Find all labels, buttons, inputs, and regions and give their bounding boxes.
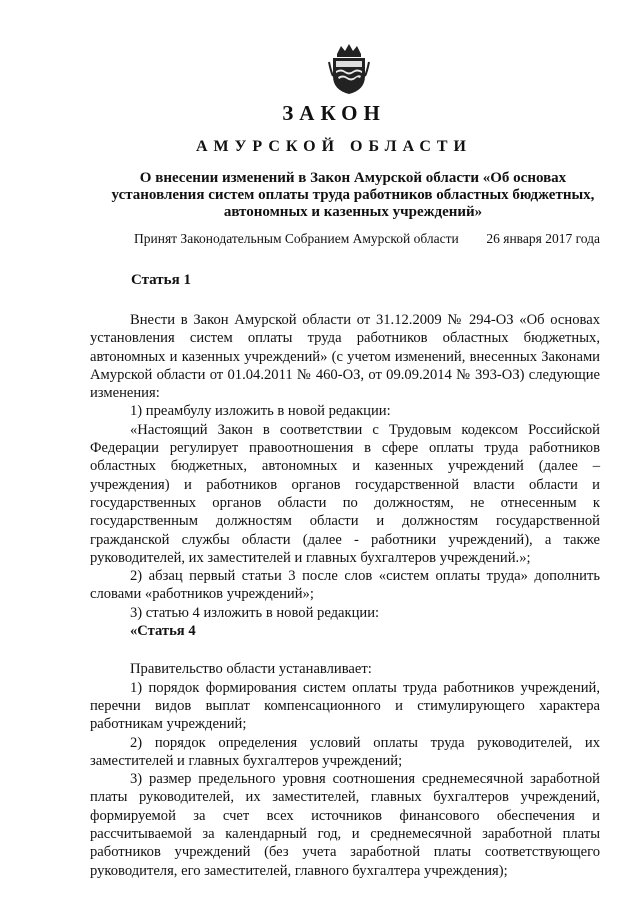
article-1-body	[90, 311, 600, 880]
law-title: О внесении изменений в Закон Амурской области «Об основах установления систем оплаты труда работников областных бюджетных, автономных и казенных учреждений»	[111, 170, 595, 220]
list-item: 2) порядок определения условий оплаты труда руководителей, их заместителей и главных бухгалтеров учреждений;	[90, 734, 600, 769]
list-item: 3) размер предельного уровня соотношения среднемесячной заработной платы руководителей, их заместителей, главных бухгалтеров учреждений, формируемой за счет всех источников финансового обеспечения и рассчитываемой за календарный год, и среднемесячной заработной платы работников учреждений (без учета заработной платы соответствующего руководителя, его заместителей, главного бухгалтера учреждения);	[90, 771, 600, 879]
paragraph: 1) преамбулу изложить в новой редакции:	[130, 403, 391, 420]
adopted-by: Принят Законодательным Собранием Амурской области	[134, 231, 459, 246]
list-item: 1) порядок формирования систем оплаты труда работников учреждений, перечни видов выплат компенсационного и стимулирующего характера работникам учреждений;	[90, 679, 600, 733]
paragraph: Правительство области устанавливает:	[130, 661, 372, 678]
adoption-date: 26 января 2017 года	[486, 231, 600, 246]
document-type-heading: ЗАКОН	[282, 101, 386, 125]
coat-of-arms-icon	[327, 42, 371, 96]
paragraph: «Настоящий Закон в соответствии с Трудовым кодексом Российской Федерации регулирует правоотношения в сфере оплаты труда работников областных бюджетных, автономных и казенных учреждений (далее – учреждения) и работников органов государственной власти области и государственных органов области по должностям, не отнесенным к государственным должностям области и должностям государственной гражданской службы области (далее - работники учреждений), а также руководителей, их заместителей и главных бухгалтеров учреждений.»;	[90, 421, 600, 566]
paragraph: 2) абзац первый статьи 3 после слов «систем оплаты труда» дополнить словами «работников учреждений»;	[90, 568, 600, 603]
region-heading: АМУРСКОЙ ОБЛАСТИ	[196, 138, 472, 155]
article-1-heading: Статья 1	[131, 272, 191, 288]
paragraph: 3) статью 4 изложить в новой редакции:	[130, 604, 380, 621]
paragraph: Внести в Закон Амурской области от 31.12.2009 № 294-ОЗ «Об основах установления систем оплаты труда работников областных бюджетных, автономных и казенных учреждений» (с учетом изменений, внесенных Законами Амурской области от 01.04.2011 № 460-ОЗ, от 09.09.2014 № 393-ОЗ) следующие изменения:	[90, 312, 600, 402]
article-4-heading: «Статья 4	[130, 623, 196, 640]
